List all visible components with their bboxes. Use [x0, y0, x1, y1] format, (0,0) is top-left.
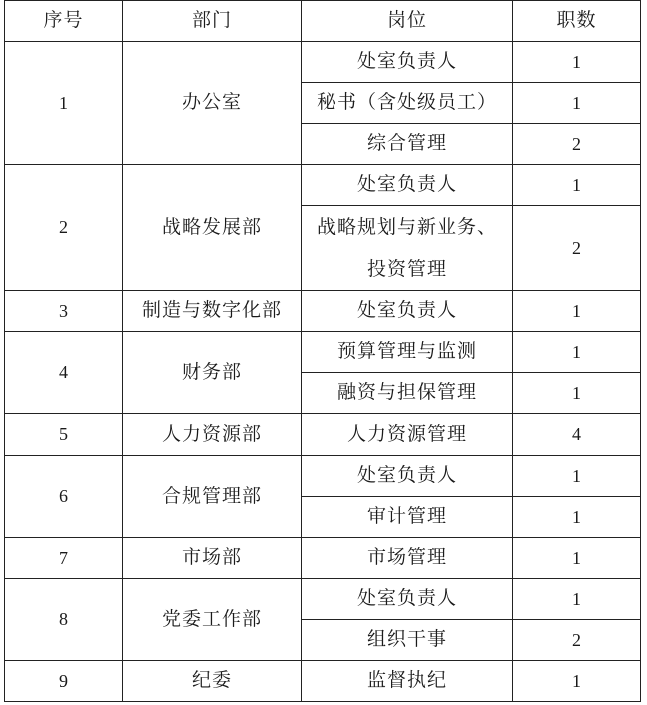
header-row — [5, 1, 641, 42]
position-title — [302, 206, 513, 291]
position-count: 4 — [513, 414, 641, 456]
position-count: 2 — [513, 206, 641, 291]
position-title: 预算管理与监测 — [302, 332, 513, 373]
position-count: 2 — [513, 620, 641, 661]
position-title: 处室负责人 — [302, 579, 513, 620]
table-row — [5, 42, 641, 83]
table-row — [5, 165, 641, 206]
department-name: 人力资源部 — [123, 414, 302, 456]
department-name: 市场部 — [123, 538, 302, 579]
row-index: 2 — [5, 165, 123, 291]
row-index: 4 — [5, 332, 123, 414]
position-count: 1 — [513, 42, 641, 83]
department-name: 合规管理部 — [123, 456, 302, 538]
table-row — [5, 456, 641, 497]
position-title: 市场管理 — [302, 538, 513, 579]
row-index: 6 — [5, 456, 123, 538]
department-name: 办公室 — [123, 42, 302, 165]
table-row — [5, 661, 641, 702]
position-title: 人力资源管理 — [302, 414, 513, 456]
department-name: 财务部 — [123, 332, 302, 414]
position-count: 1 — [513, 661, 641, 702]
position-count: 1 — [513, 373, 641, 414]
row-index: 1 — [5, 42, 123, 165]
position-title: 处室负责人 — [302, 291, 513, 332]
position-count: 2 — [513, 124, 641, 165]
position-count: 1 — [513, 497, 641, 538]
department-name: 纪委 — [123, 661, 302, 702]
department-name: 制造与数字化部 — [123, 291, 302, 332]
position-count: 1 — [513, 538, 641, 579]
department-name: 战略发展部 — [123, 165, 302, 291]
position-title-line: 战略规划与新业务、 — [316, 216, 497, 238]
position-title: 融资与担保管理 — [302, 373, 513, 414]
row-index: 5 — [5, 414, 123, 456]
table-row — [5, 291, 641, 332]
table-row — [5, 332, 641, 373]
position-count: 1 — [513, 579, 641, 620]
position-title: 处室负责人 — [302, 165, 513, 206]
position-count: 1 — [513, 291, 641, 332]
position-count: 1 — [513, 83, 641, 124]
header-department: 部门 — [123, 1, 302, 42]
header-count: 职数 — [513, 1, 641, 42]
row-index: 8 — [5, 579, 123, 661]
row-index: 7 — [5, 538, 123, 579]
header-index: 序号 — [5, 1, 123, 42]
position-title: 审计管理 — [302, 497, 513, 538]
positions-table — [4, 0, 641, 702]
position-title: 秘书（含处级员工） — [302, 83, 513, 124]
position-title: 综合管理 — [302, 124, 513, 165]
header-position: 岗位 — [302, 1, 513, 42]
position-count: 1 — [513, 456, 641, 497]
position-title: 监督执纪 — [302, 661, 513, 702]
table-row — [5, 538, 641, 579]
position-count: 1 — [513, 165, 641, 206]
row-index: 9 — [5, 661, 123, 702]
position-title: 处室负责人 — [302, 42, 513, 83]
position-title-line: 投资管理 — [366, 258, 447, 280]
table-row — [5, 414, 641, 456]
position-count: 1 — [513, 332, 641, 373]
position-title: 处室负责人 — [302, 456, 513, 497]
department-name: 党委工作部 — [123, 579, 302, 661]
position-title: 组织干事 — [302, 620, 513, 661]
row-index: 3 — [5, 291, 123, 332]
table-row — [5, 579, 641, 620]
